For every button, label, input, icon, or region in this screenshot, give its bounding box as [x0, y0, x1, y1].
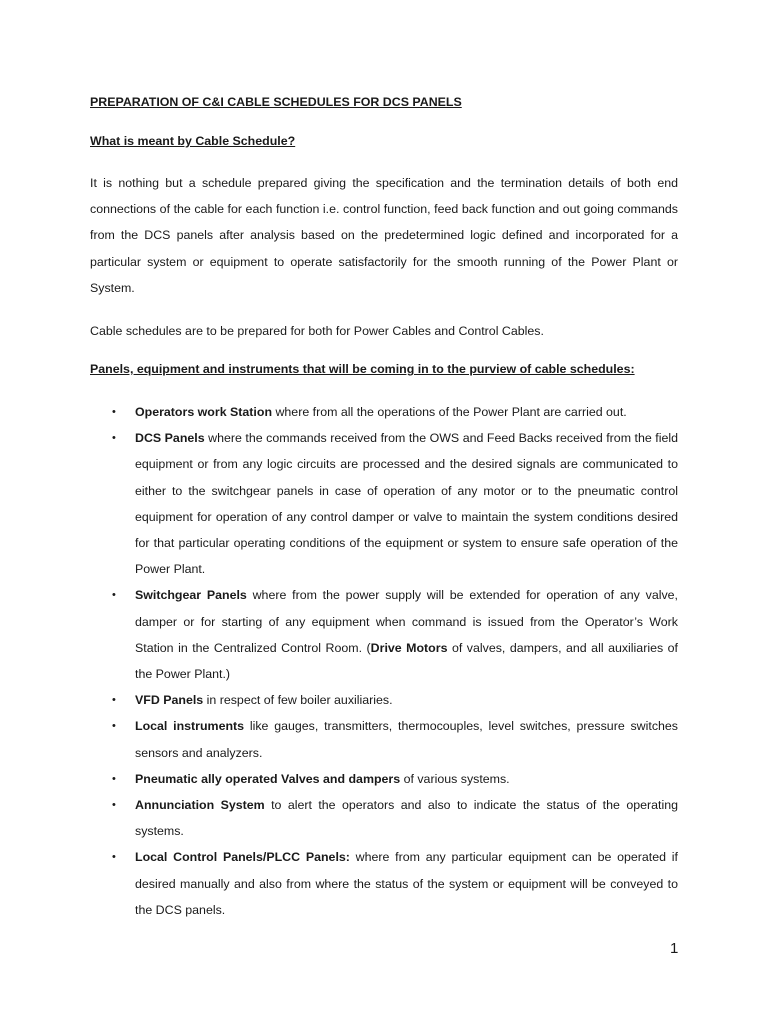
list-item	[90, 766, 678, 792]
list-heading: Panels, equipment and instruments that will be coming in to the purview of cable schedules:	[90, 362, 635, 377]
page-number: 1	[670, 940, 679, 957]
list-item	[90, 425, 678, 582]
bullet-icon: •	[112, 799, 116, 812]
bullet-icon: •	[112, 406, 116, 419]
item-description: where from all the operations of the Power Plant are carried out.	[272, 405, 627, 420]
bullet-icon: •	[112, 851, 116, 864]
bullet-icon: •	[112, 694, 116, 707]
item-description: in respect of few boiler auxiliaries.	[203, 693, 393, 708]
bullet-icon: •	[112, 772, 116, 785]
bullet-icon: •	[112, 720, 116, 733]
document-title: PREPARATION OF C&I CABLE SCHEDULES FOR DCS PANELS	[90, 95, 462, 109]
list-item	[90, 582, 678, 687]
item-description: to alert the operators and also to indicate the status of the operating systems.	[135, 798, 678, 839]
item-description: where from the power supply will be extended for operation of any valve, damper or for starting of any equipment when command is issued from the Operator’s Work Station in the Centralized Control Room. (	[135, 588, 678, 655]
list-item	[90, 687, 678, 713]
item-term: Annunciation System	[135, 798, 265, 813]
cable-note-paragraph: Cable schedules are to be prepared for both for Power Cables and Control Cables.	[90, 324, 544, 339]
item-term: Switchgear Panels	[135, 588, 247, 603]
question-heading: What is meant by Cable Schedule?	[90, 134, 296, 148]
item-term: Local Control Panels/PLCC Panels:	[135, 850, 350, 865]
item-term: DCS Panels	[135, 431, 205, 446]
equipment-list	[90, 399, 678, 923]
list-item	[90, 399, 678, 425]
item-term-secondary: Drive Motors	[370, 640, 448, 655]
item-term: Pneumatic ally operated Valves and dampers	[135, 771, 401, 786]
page-content	[90, 93, 678, 923]
item-description: of various systems.	[400, 771, 510, 786]
item-term: Local instruments	[135, 719, 245, 734]
bullet-icon: •	[112, 432, 116, 445]
item-description-secondary: of valves, dampers, and all auxiliaries of the Power Plant.)	[135, 640, 678, 682]
item-description: where the commands received from the OWS and Feed Backs received from the field equipment or from any logic circuits are processed and the desired signals are communicated to either to the switchgear panels in case of operation of any motor or to the pneumatic control equipment for operation of any control damper or valve to maintain the system conditions desired for that particular operating conditions of the equipment or system to ensure safe operation of the Power Plant.	[135, 431, 678, 577]
item-description: like gauges, transmitters, thermocouples, level switches, pressure switches sensors and analyzers.	[135, 719, 678, 760]
list-item	[90, 844, 678, 923]
list-item	[90, 713, 678, 765]
bullet-icon: •	[112, 589, 116, 602]
item-term: VFD Panels	[135, 693, 204, 708]
item-description: where from any particular equipment can be operated if desired manually and also from where the status of the system or equipment will be conveyed to the DCS panels.	[135, 850, 678, 917]
definition-paragraph: It is nothing but a schedule prepared giving the specification and the termination details of both end connections of the cable for each function i.e. control function, feed back function and out going commands from the DCS panels after analysis based on the predetermined logic defined and incorporated for a particular system or equipment to operate satisfactorily for the smooth running of the Power Plant or System.	[90, 176, 678, 295]
item-term: Operators work Station	[135, 405, 273, 420]
list-item	[90, 792, 678, 844]
